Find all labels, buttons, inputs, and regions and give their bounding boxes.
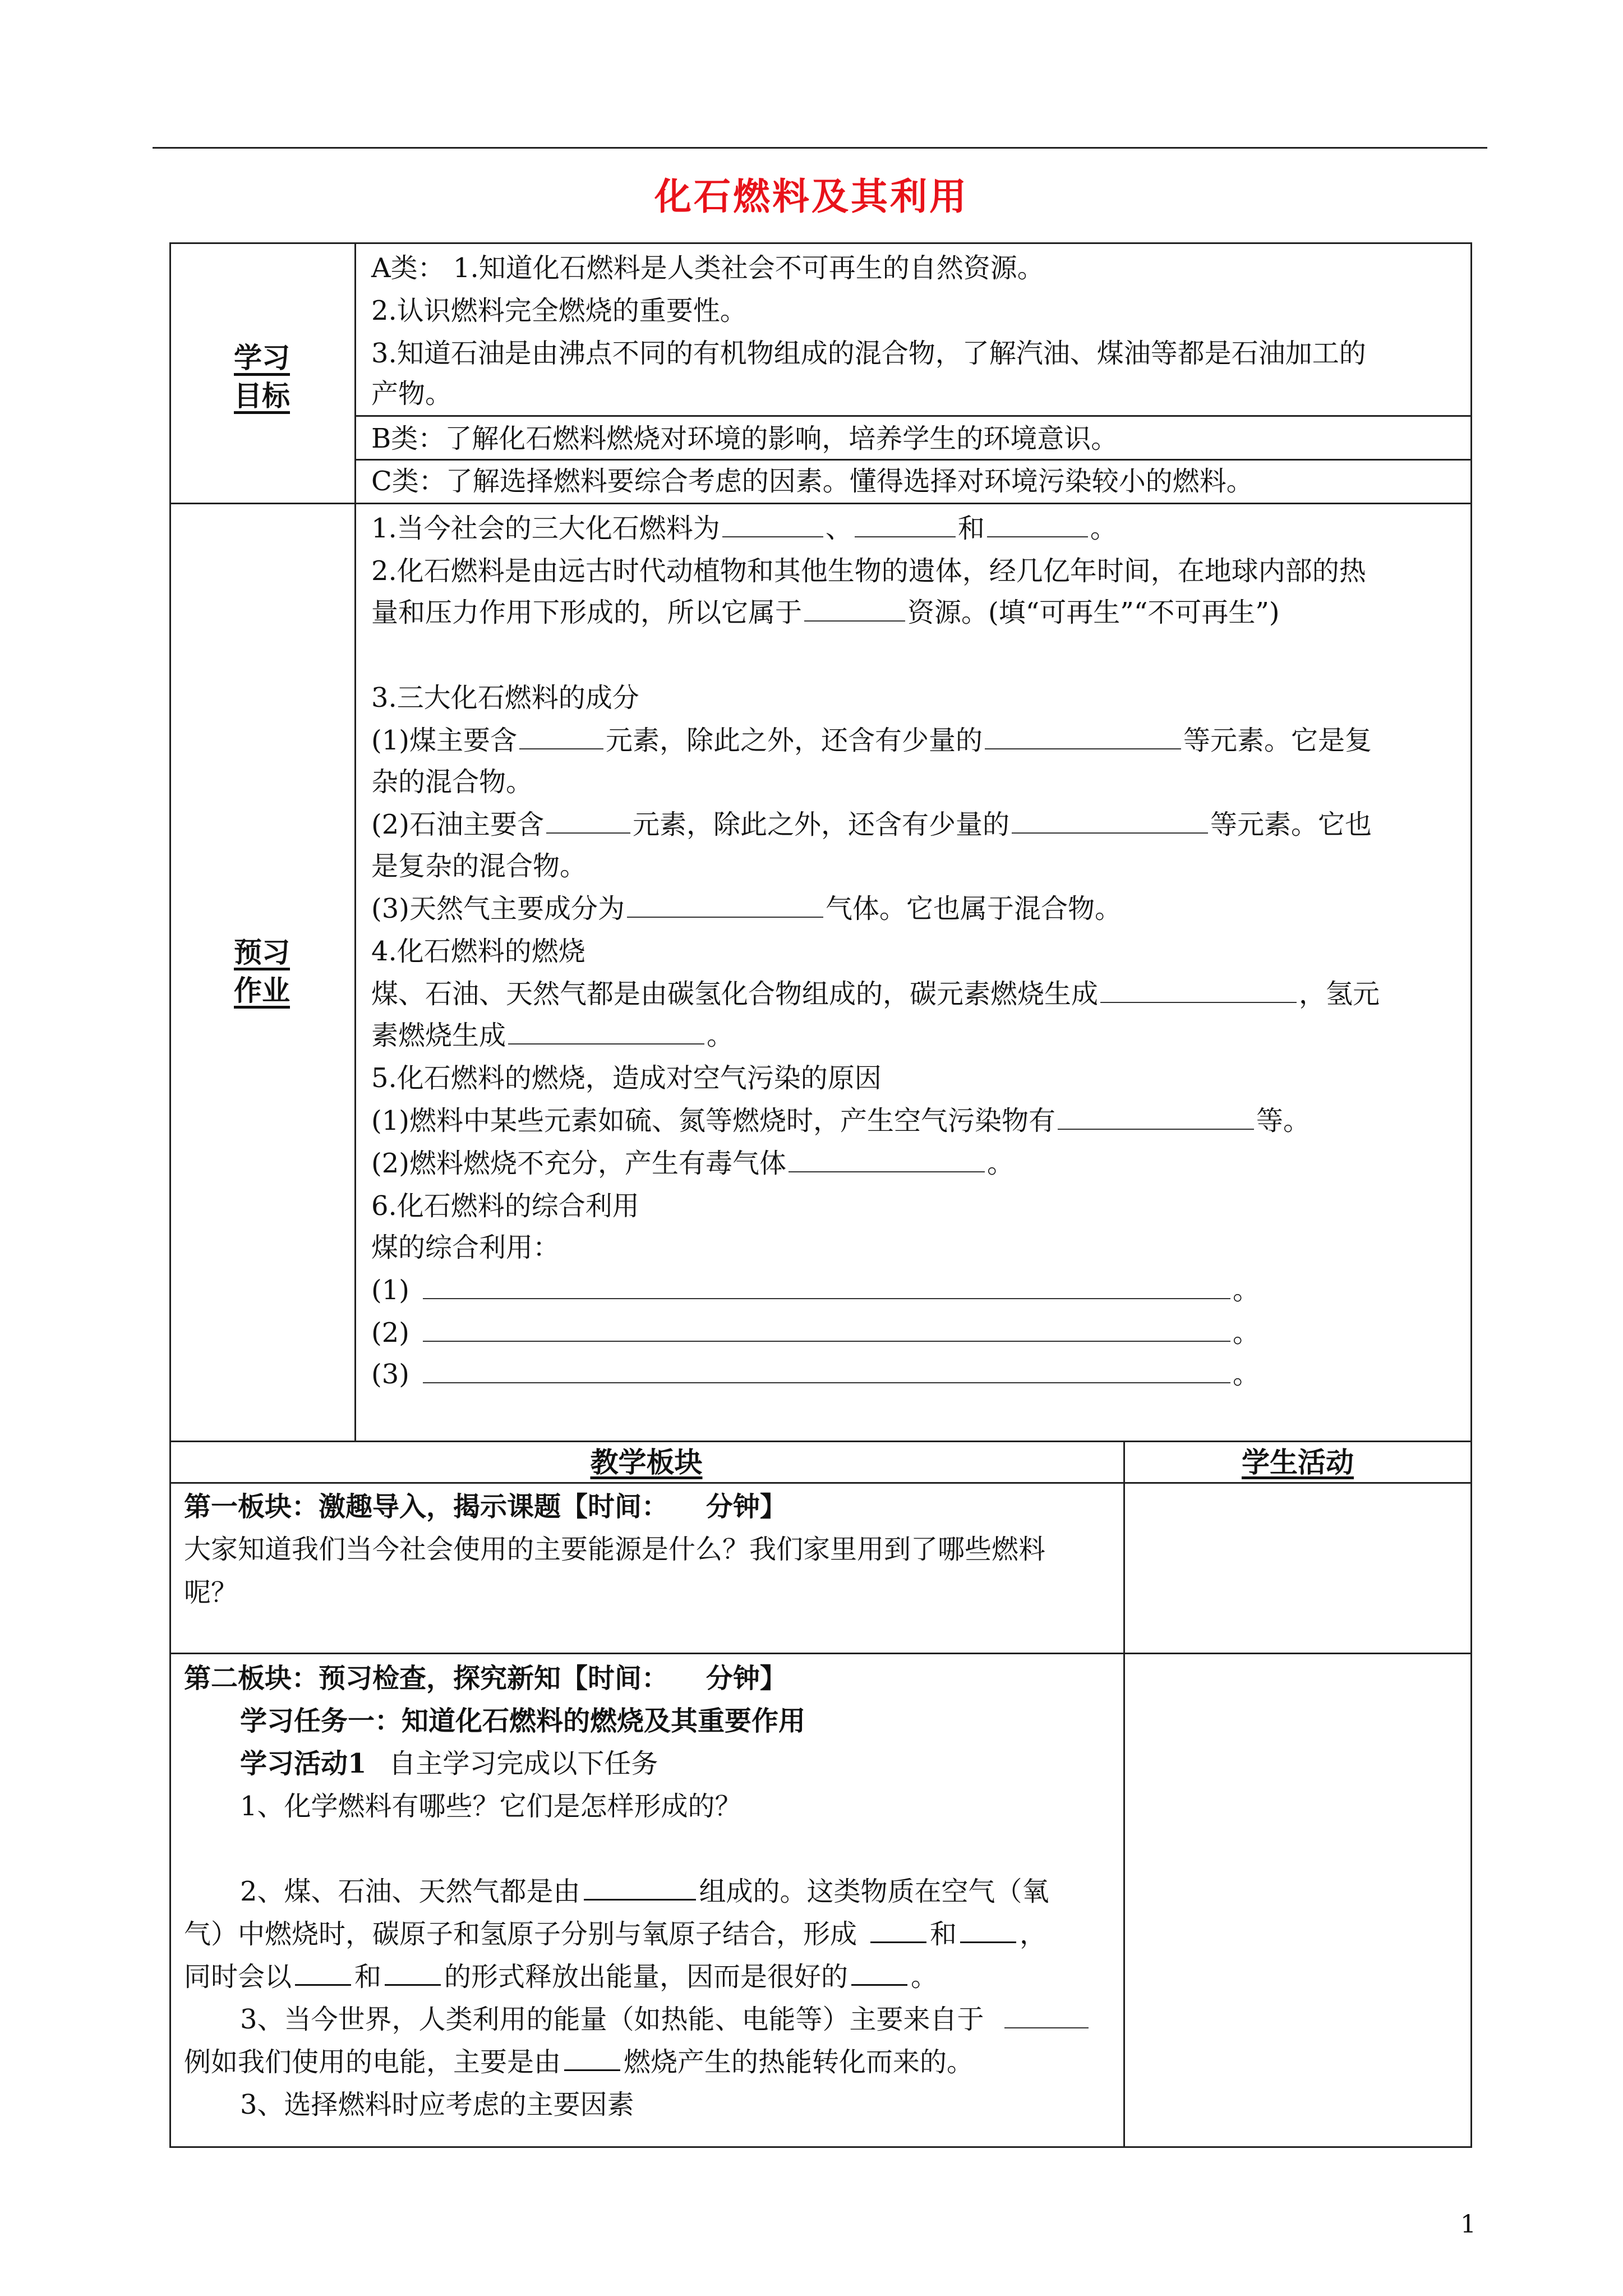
section1-text: 大家知道我们当今社会使用的主要能源是什么？我们家里用到了哪些燃料呢？ <box>184 1534 1046 1608</box>
blank-coal-use-3[interactable] <box>423 1358 1230 1383</box>
preview-q3-2: (2)石油主要含 元素，除此之外，还含有少量的 等元素。它也 <box>371 809 1372 840</box>
section1-bottom <box>169 1653 1472 1654</box>
header-rule <box>153 147 1487 149</box>
item-3-line2: 例如我们使用的电能，主要是由 燃烧产生的热能转化而来的。 <box>184 2041 974 2083</box>
item-1: 1、化学燃料有哪些？它们是怎样形成的？ <box>240 1791 742 1822</box>
blank-energy-1[interactable] <box>295 1959 351 1986</box>
item-3-line1: 3、当今世界，人类利用的能量（如热能、电能等）主要来自于 <box>240 1998 1091 2041</box>
blank-product-2[interactable] <box>960 1917 1016 1943</box>
preview-q3-1-cont: 杂的混合物。 <box>371 766 533 798</box>
blank-hydrogen-product[interactable] <box>508 1019 704 1045</box>
preview-q5-1: (1)燃料中某些元素如硫、氮等燃烧时，产生空气污染物有 等。 <box>371 1105 1311 1137</box>
table-border-right <box>1470 242 1472 2148</box>
blank-resource[interactable] <box>804 596 905 622</box>
preview-q3-title: 3.三大化石燃料的成分 <box>371 682 639 714</box>
blank-coal-minor[interactable] <box>985 724 1181 749</box>
blank-toxic-gas[interactable] <box>789 1147 985 1172</box>
blank-oil-main[interactable] <box>546 808 630 834</box>
goal-a-line4: 产物。 <box>371 378 453 409</box>
preview-q5-title: 5.化石燃料的燃烧，造成对空气污染的原因 <box>371 1062 882 1094</box>
blank-fuel-3[interactable] <box>987 512 1088 537</box>
goal-a-line2: 2.认识燃料完全燃烧的重要性。 <box>371 295 747 326</box>
blank-coal-use-1[interactable] <box>423 1273 1230 1299</box>
label-column-divider <box>354 242 356 1442</box>
blank-pollutants[interactable] <box>1058 1104 1254 1130</box>
item-2-line3: 同时会以 和 的形式释放出能量，因而是很好的 。 <box>184 1955 938 1998</box>
blank-product-1[interactable] <box>870 1917 926 1943</box>
section2-heading: 第二板块：预习检查，探究新知【时间： 分钟】 <box>184 1663 787 1694</box>
blank-good-fuel[interactable] <box>851 1959 907 1986</box>
preview-q1: 1.当今社会的三大化石燃料为 、 和 。 <box>371 513 1117 544</box>
coal-use-item-3: (3) 。 <box>371 1359 1260 1390</box>
page-number: 1 <box>1460 2210 1476 2239</box>
teaching-section-header: 教学板块 <box>590 1446 703 1479</box>
preview-q4-line1: 煤、石油、天然气都是由碳氢化合物组成的，碳元素燃烧生成 ，氢元 <box>371 978 1380 1010</box>
preview-q2-line2: 量和压力作用下形成的，所以它属于 资源。(填“可再生”“不可再生”) <box>371 597 1280 628</box>
goals-bottom <box>169 503 1472 504</box>
goal-a-line3: 3.知道石油是由沸点不同的有机物组成的混合物，了解汽油、煤油等都是石油加工的 <box>371 338 1366 369</box>
goals-label-2: 目标 <box>234 379 290 412</box>
preview-q2-line1: 2.化石燃料是由远古时代动植物和其他生物的遗体，经几亿年时间，在地球内部的热 <box>371 555 1366 587</box>
preview-q6-title: 6.化石燃料的综合利用 <box>371 1190 639 1222</box>
coal-use-item-1: (1) 。 <box>371 1274 1260 1306</box>
preview-q3-1: (1)煤主要含 元素，除此之外，还含有少量的 等元素。它是复 <box>371 725 1372 756</box>
section1-heading: 第一板块：激趣导入，揭示课题【时间： 分钟】 <box>184 1491 787 1522</box>
goal-c: C类：了解选择燃料要综合考虑的因素。懂得选择对环境污染较小的燃料。 <box>371 466 1253 497</box>
blank-fuel-1[interactable] <box>722 512 823 537</box>
preview-q6-sub: 煤的综合利用： <box>371 1232 560 1263</box>
item-4: 3、选择燃料时应考虑的主要因素 <box>240 2089 634 2120</box>
goal-a-line1: A类： 1.知道化石燃料是人类社会不可再生的自然资源。 <box>371 252 1044 284</box>
blank-carbon-product[interactable] <box>1100 977 1297 1003</box>
blank-energy-2[interactable] <box>385 1959 441 1986</box>
task1-title: 学习任务一：知道化石燃料的燃烧及其重要作用 <box>240 1705 806 1737</box>
blank-energy-source[interactable] <box>1004 2003 1089 2028</box>
student-activity-header: 学生活动 <box>1242 1446 1354 1479</box>
goals-divider-a <box>354 415 1472 417</box>
preview-q3-2-cont: 是复杂的混合物。 <box>371 850 587 882</box>
table-border-bottom <box>169 2146 1472 2148</box>
blank-coal-use-2[interactable] <box>423 1316 1230 1342</box>
item-2-line2: 气）中燃烧时，碳原子和氢原子分别与氧原子结合，形成 和 ， <box>184 1913 1046 1955</box>
preview-q3-3: (3)天然气主要成分为 气体。它也属于混合物。 <box>371 893 1122 924</box>
preview-q5-2: (2)燃料燃烧不充分，产生有毒气体 。 <box>371 1148 1015 1179</box>
blank-electricity-fuel[interactable] <box>564 2045 620 2071</box>
table-border-left <box>169 242 171 2148</box>
blank-coal-main[interactable] <box>519 724 603 749</box>
goal-b: B类：了解化石燃料燃烧对环境的影响，培养学生的环境意识。 <box>371 423 1118 454</box>
preview-label-1: 预习 <box>234 936 290 969</box>
blank-fuel-2[interactable] <box>855 512 956 537</box>
preview-label-2: 作业 <box>234 974 290 1007</box>
table-border-top <box>169 242 1472 244</box>
page-title: 化石燃料及其利用 <box>654 174 969 218</box>
preview-q4-line2: 素燃烧生成 。 <box>371 1020 734 1051</box>
preview-q4-title: 4.化石燃料的燃烧 <box>371 936 585 967</box>
coal-use-item-2: (2) 。 <box>371 1317 1260 1349</box>
activity1-title: 学习活动1 自主学习完成以下任务 <box>240 1748 658 1779</box>
goals-label-1: 学习 <box>234 341 290 374</box>
blank-oil-minor[interactable] <box>1012 808 1208 834</box>
preview-bottom <box>169 1441 1472 1442</box>
item-2-line1: 2、煤、石油、天然气都是由 组成的。这类物质在空气（氧 <box>240 1870 1049 1913</box>
blank-gas-main[interactable] <box>627 892 823 918</box>
activity-column-divider <box>1123 1441 1125 2148</box>
head-bottom <box>169 1482 1472 1484</box>
blank-composition[interactable] <box>584 1874 696 1901</box>
